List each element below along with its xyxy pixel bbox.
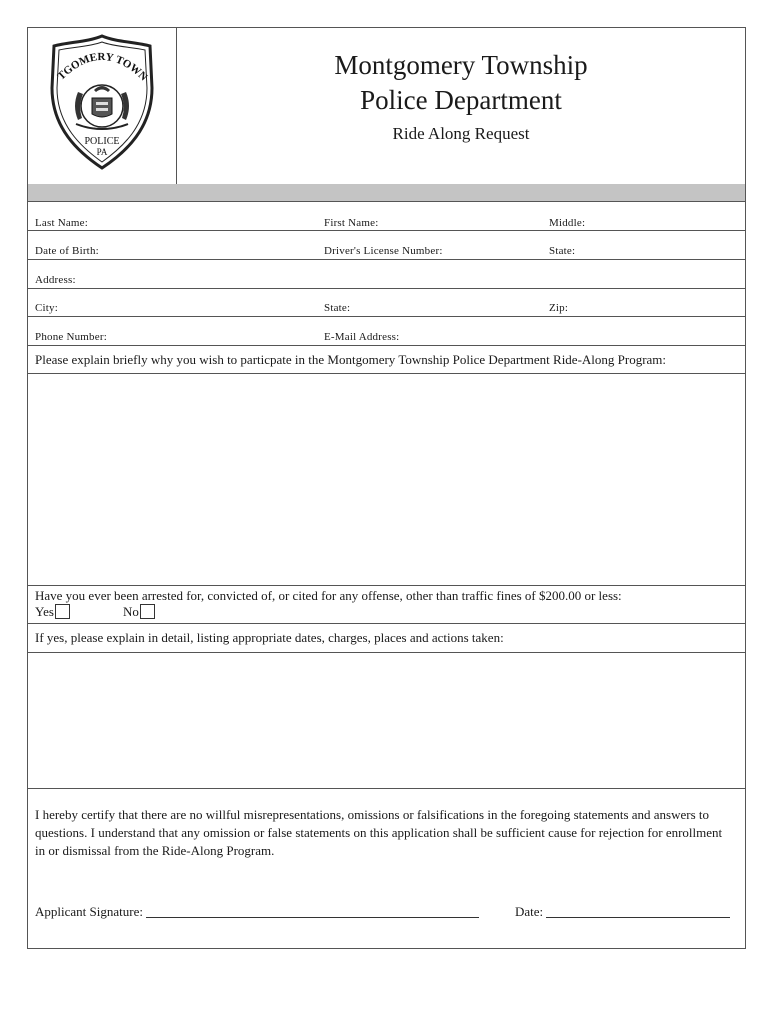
explain-answer-area[interactable] [28,652,745,789]
section-divider-bar [28,184,745,202]
logo-police-text: POLICE [84,136,120,147]
zip-field[interactable]: Zip: [549,302,569,314]
reason-question-row [28,345,745,374]
date-line[interactable] [515,904,730,920]
reason-question: Please explain briefly why you wish to particpate in the Montgomery Township Police Department Ride-Along Program: [35,352,667,367]
logo-state-text: PA [96,147,108,157]
reason-answer-area[interactable] [28,373,745,586]
logo-arc-text: TGOMERY TOWN [55,50,150,84]
ride-along-form [27,27,746,949]
arrest-question: Have you ever been arrested for, convicted of, or cited for any offense, other than traffic fines of $200.00 or less: [35,588,622,603]
row-dob [28,230,745,260]
middle-name-field[interactable]: Middle: [549,217,586,229]
license-state-field[interactable]: State: [549,245,576,257]
last-name-field[interactable]: Last Name: [35,217,89,229]
date-underline[interactable] [546,905,730,918]
explain-question-row [28,623,745,653]
row-address [28,259,745,289]
city-field[interactable]: City: [35,302,59,314]
title-line-2: Police Department [360,85,562,115]
phone-number-field[interactable]: Phone Number: [35,331,107,343]
no-label: No [123,604,139,619]
explain-question: If yes, please explain in detail, listing appropriate dates, charges, places and actions taken: [35,630,504,645]
drivers-license-field[interactable]: Driver's License Number: [324,245,443,257]
row-name [28,202,745,231]
no-option[interactable] [123,604,155,620]
form-header [28,28,745,185]
email-address-field[interactable]: E-Mail Address: [324,331,400,343]
title-line-1: Montgomery Township [334,50,588,80]
applicant-signature-underline[interactable] [146,905,479,918]
first-name-field[interactable]: First Name: [324,217,379,229]
address-field[interactable]: Address: [35,274,76,286]
row-city [28,288,745,317]
police-badge-logo [28,28,176,184]
arrest-question-row [28,585,745,624]
applicant-signature-label: Applicant Signature: [35,904,143,919]
date-of-birth-field[interactable]: Date of Birth: [35,245,99,257]
no-checkbox[interactable] [140,604,155,619]
title-cell [177,28,745,184]
certification-statement: I hereby certify that there are no willful misrepresentations, omissions or falsifications in the foregoing statements and answers to questions. I understand that any omission or false statements on this application shall be sufficient cause for rejection for enrollment in or dismissal from the Ride-Along Program. [35,807,723,858]
state-field[interactable]: State: [324,302,351,314]
form-subtitle: Ride Along Request [392,124,530,143]
yes-option[interactable] [35,604,70,620]
row-contact [28,316,745,346]
date-label: Date: [515,904,544,919]
yes-label: Yes [35,604,54,619]
logo-cell [28,28,177,184]
applicant-signature-line[interactable] [35,904,479,920]
yes-checkbox[interactable] [55,604,70,619]
